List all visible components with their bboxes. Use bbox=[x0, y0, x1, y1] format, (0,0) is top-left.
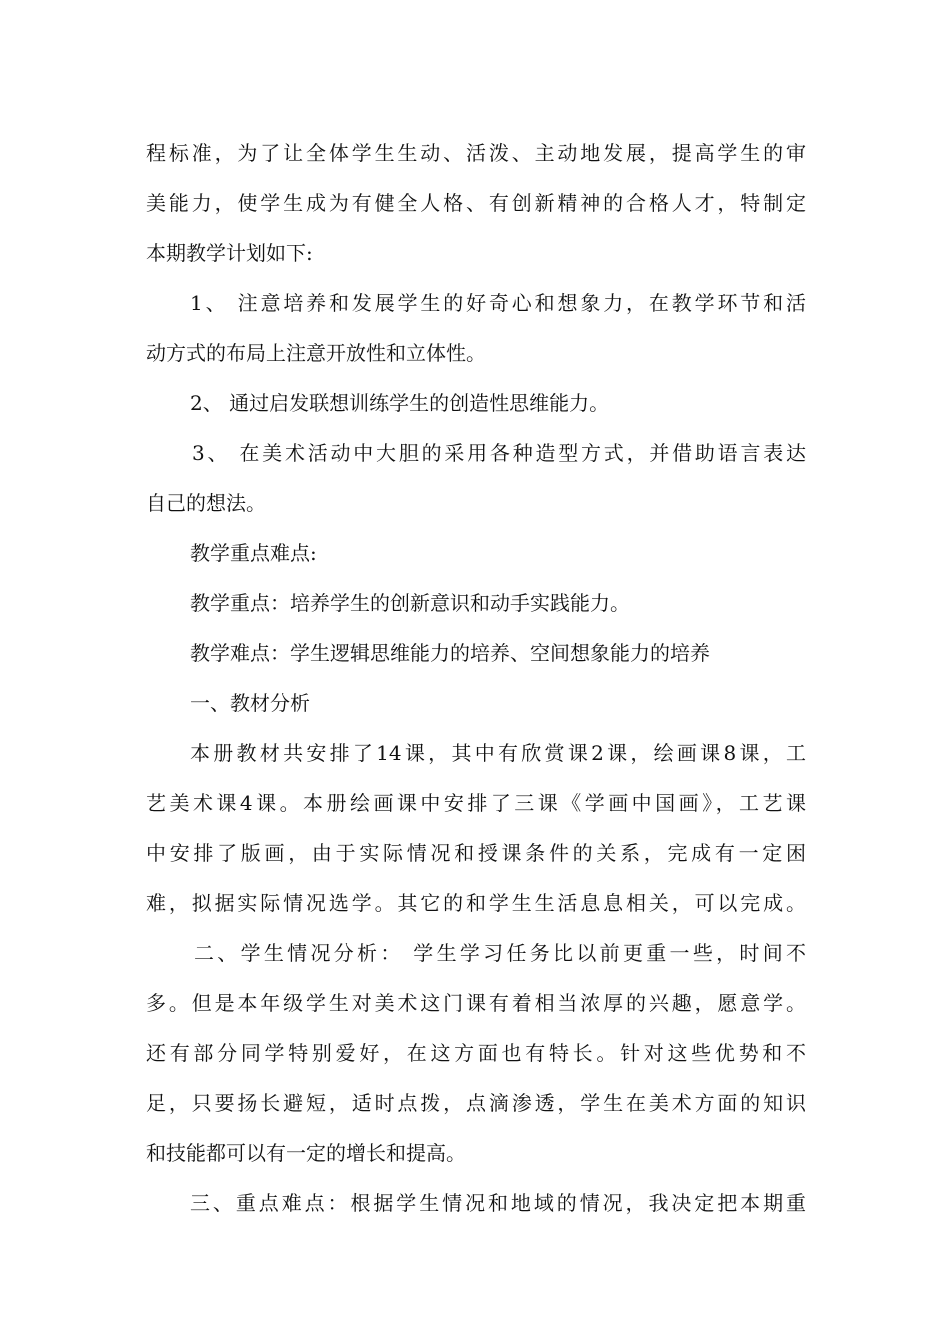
text-line: 难，拟据实际情况选学。其它的和学生生活息息相关，可以完成。 bbox=[146, 891, 806, 915]
text-line: 教学重点：培养学生的创新意识和动手实践能力。 bbox=[190, 591, 630, 615]
text-line: 中安排了版画，由于实际情况和授课条件的关系，完成有一定困 bbox=[146, 841, 806, 865]
list-item-1: 1、 注意培养和发展学生的好奇心和想象力，在教学环节和活 bbox=[190, 291, 806, 315]
text-line: 足，只要扬长避短，适时点拨，点滴渗透，学生在美术方面的知识 bbox=[146, 1091, 806, 1115]
text-line: 教学难点：学生逻辑思维能力的培养、空间想象能力的培养 bbox=[190, 641, 710, 665]
list-item-3: 3、 在美术活动中大胆的采用各种造型方式，并借助语言表达 bbox=[192, 441, 806, 465]
text-line: 还有部分同学特别爱好，在这方面也有特长。针对这些优势和不 bbox=[146, 1041, 806, 1065]
text-line: 多。但是本年级学生对美术这门课有着相当浓厚的兴趣，愿意学。 bbox=[146, 991, 806, 1015]
text-line: 自己的想法。 bbox=[146, 491, 266, 515]
list-item-2: 2、 通过启发联想训练学生的创造性思维能力。 bbox=[190, 391, 610, 415]
section-heading: 教学重点难点: bbox=[190, 541, 317, 565]
text-line: 动方式的布局上注意开放性和立体性。 bbox=[146, 341, 486, 365]
text-line: 二、学生情况分析： 学生学习任务比以前更重一些，时间不 bbox=[194, 941, 806, 965]
text-line: 本册教材共安排了14课，其中有欣赏课2课，绘画课8课，工 bbox=[190, 741, 806, 765]
text-line: 本期教学计划如下: bbox=[146, 241, 313, 265]
section-heading: 一、教材分析 bbox=[190, 691, 310, 715]
text-line: 程标准，为了让全体学生生动、活泼、主动地发展，提高学生的审 bbox=[146, 141, 806, 165]
text-line: 艺美术课4课。本册绘画课中安排了三课《学画中国画》，工艺课 bbox=[146, 791, 806, 815]
text-line: 和技能都可以有一定的增长和提高。 bbox=[146, 1141, 466, 1165]
text-line: 三、重点难点：根据学生情况和地域的情况，我决定把本期重 bbox=[190, 1191, 806, 1215]
text-line: 美能力，使学生成为有健全人格、有创新精神的合格人才，特制定 bbox=[146, 191, 806, 215]
